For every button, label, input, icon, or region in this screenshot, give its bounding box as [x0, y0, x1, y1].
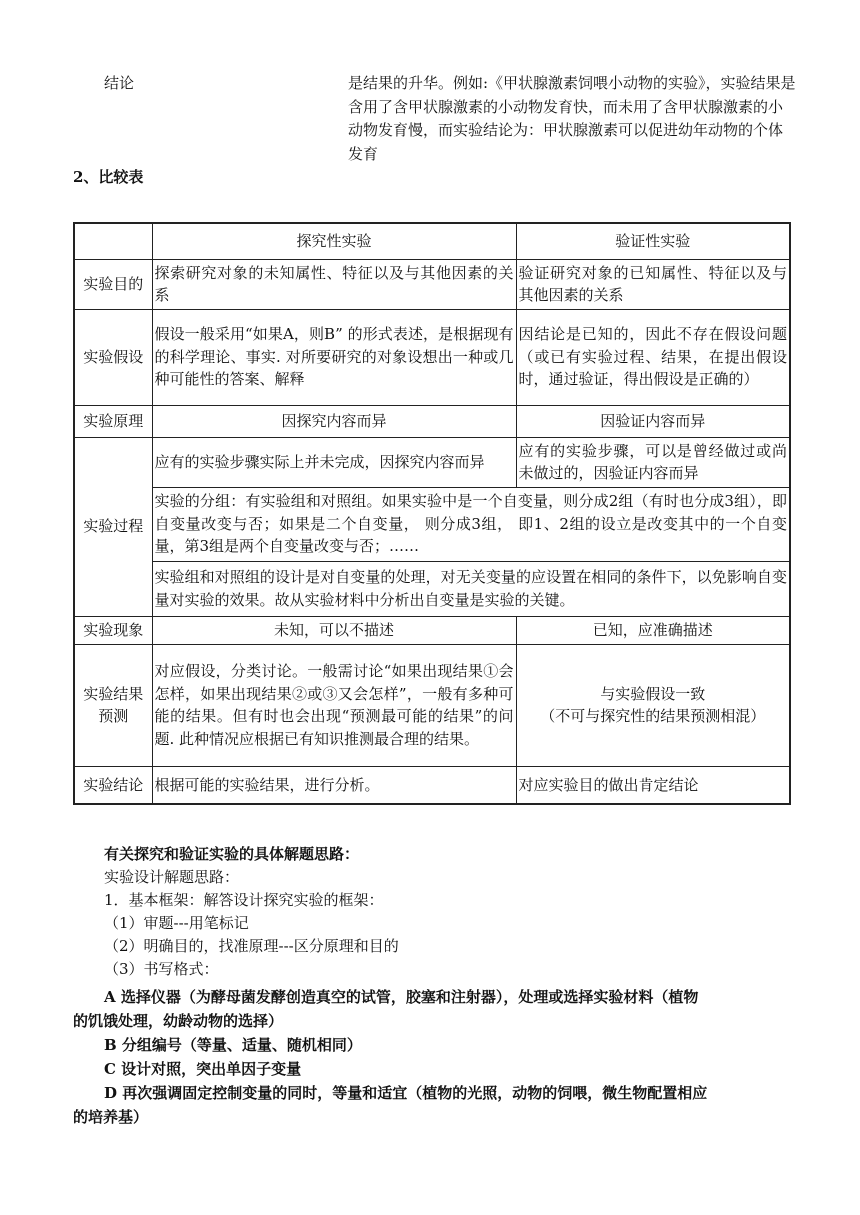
table-row	[74, 309, 790, 405]
table-row	[74, 616, 790, 644]
process-verify: 应有的实验步骤，可以是曾经做过或尚未做过的，因验证内容而异	[516, 437, 790, 487]
conclusion-explore: 根据可能的实验结果，进行分析。	[152, 766, 516, 804]
step-b: B 分组编号（等量、适量、随机相同）	[104, 1036, 362, 1054]
table-row	[74, 405, 790, 437]
table-row	[74, 487, 790, 561]
table-row	[74, 259, 790, 309]
row-label-phenomenon: 实验现象	[74, 616, 152, 644]
framework-step-1: （1）审题---用笔标记	[104, 914, 249, 932]
purpose-verify: 验证研究对象的已知属性、特征以及与其他因素的关系	[516, 259, 790, 309]
prediction-verify	[516, 644, 790, 766]
step-a-line1: A 选择仪器（为酵母菌发酵创造真空的试管，胶塞和注射器），处理或选择实验材料（植物	[104, 988, 699, 1006]
row-label-principle: 实验原理	[74, 405, 152, 437]
process-explore: 应有的实验步骤实际上并未完成，因探究内容而异	[152, 437, 516, 487]
row-label-hypothesis: 实验假设	[74, 309, 152, 405]
process-design: 实验组和对照组的设计是对自变量的处理，对无关变量的应设置在相同的条件下，以免影响自变量对实验的效果。故从实验材料中分析出自变量是实验的关键。	[152, 561, 790, 616]
comparison-table	[73, 222, 791, 805]
row-label-purpose: 实验目的	[74, 259, 152, 309]
header-verify: 验证性实验	[516, 223, 790, 259]
step-d-line2: 的培养基）	[73, 1108, 149, 1126]
prediction-label-line2: 预测	[98, 707, 129, 725]
framework-step-3: （3）书写格式：	[104, 960, 219, 978]
row-label-conclusion: 实验结论	[74, 766, 152, 804]
table-row	[74, 437, 790, 487]
framework-item: 1．基本框架：解答设计探究实验的框架：	[104, 891, 384, 909]
step-c: C 设计对照，突出单因子变量	[104, 1060, 302, 1078]
step-d-line1: D 再次强调固定控制变量的同时，等量和适宜（植物的光照，动物的饲喂，微生物配置相应	[104, 1084, 708, 1102]
prediction-verify-line1: 与实验假设一致	[600, 684, 706, 703]
phenomenon-explore: 未知，可以不描述	[152, 616, 516, 644]
table-row	[74, 766, 790, 804]
section-title: 2、比较表	[73, 168, 144, 186]
table-row	[74, 644, 790, 766]
hypothesis-explore: 假设一般采用“如果A，则B” 的形式表述，是根据现有的科学理论、事实. 对所要研究的对象设想出一种或几种可能性的答案、解释	[152, 309, 516, 405]
principle-explore: 因探究内容而异	[152, 405, 516, 437]
phenomenon-verify: 已知，应准确描述	[516, 616, 790, 644]
row-label-prediction	[74, 644, 152, 766]
hypothesis-verify: 因结论是已知的，因此不存在假设问题（或已有实验过程、结果，在提出假设时，通过验证，得出假设是正确的）	[516, 309, 790, 405]
conclusion-label: 结论	[104, 74, 135, 92]
process-grouping: 实验的分组：有实验组和对照组。如果实验中是一个自变量，则分成2组（有时也分成3组），即自变量改变与否；如果是二个自变量， 则分成3组， 即1、2组的设立是改变其中的一个自变量，第3组是两个自变量改变与否；……	[152, 487, 790, 561]
bottom-subheading: 实验设计解题思路：	[104, 868, 240, 886]
header-empty-cell	[74, 223, 152, 259]
conclusion-text: 是结果的升华。例如:《甲状腺激素饲喂小动物的实验》，实验结果是含用了含甲状腺激素的小动物发育快，而未用了含甲状腺激素的小动物发育慢，而实验结论为：甲状腺激素可以促进幼年动物的个体发育	[348, 74, 796, 163]
row-label-process: 实验过程	[74, 437, 152, 616]
conclusion-verify: 对应实验目的做出肯定结论	[516, 766, 790, 804]
bottom-heading: 有关探究和验证实验的具体解题思路：	[104, 845, 360, 863]
prediction-verify-line2: （不可与探究性的结果预测相混）	[540, 707, 766, 725]
prediction-explore: 对应假设，分类讨论。一般需讨论“如果出现结果①会怎样，如果出现结果②或③又会怎样”，一般有多种可能的结果。但有时也会出现“预测最可能的结果”的问题. 此种情况应根据已有知识推测最合理的结果。	[152, 644, 516, 766]
principle-verify: 因验证内容而异	[516, 405, 790, 437]
purpose-explore: 探索研究对象的未知属性、特征以及与其他因素的关系	[152, 259, 516, 309]
prediction-label-line1: 实验结果	[83, 684, 144, 703]
table-row	[74, 561, 790, 616]
step-a-line2: 的饥饿处理，幼龄动物的选择）	[73, 1012, 284, 1030]
table-row	[74, 223, 790, 259]
header-explore: 探究性实验	[152, 223, 516, 259]
framework-step-2: （2）明确目的，找准原理---区分原理和目的	[104, 937, 399, 955]
